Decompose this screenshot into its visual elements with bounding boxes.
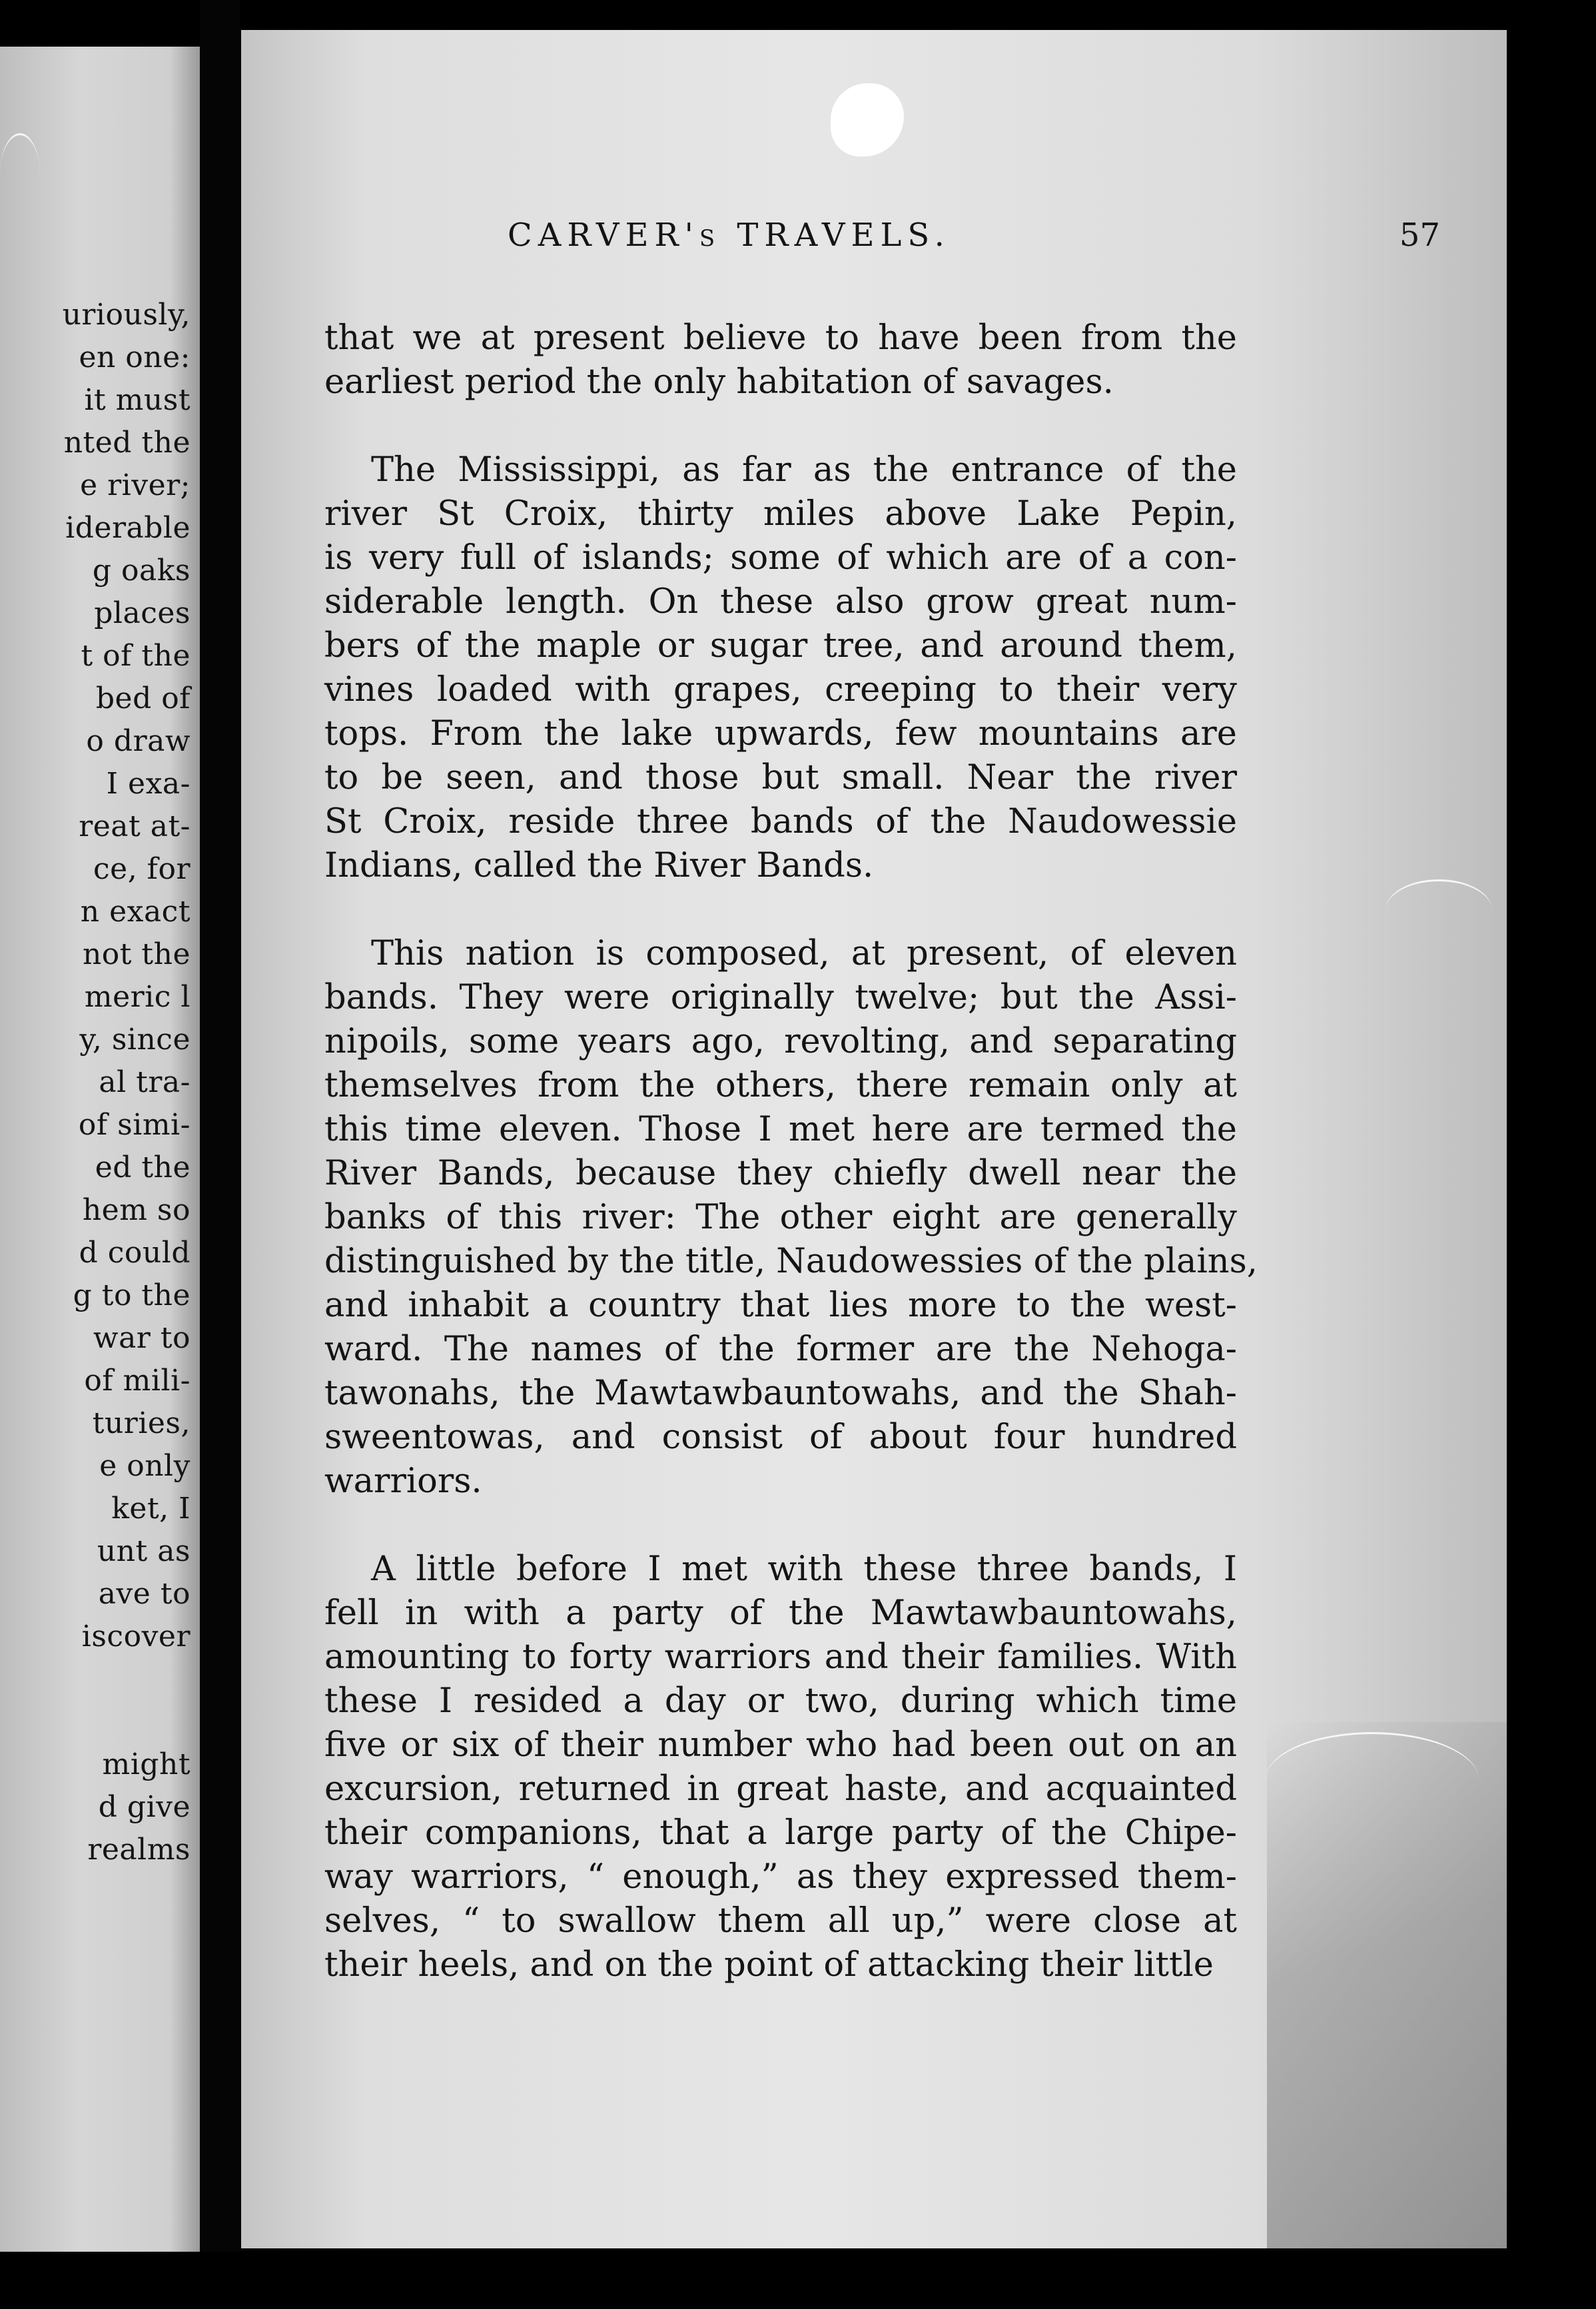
- text-line: and inhabit a country that lies more to the west-: [324, 1286, 1237, 1325]
- text-line: sweentowas, and consist of about four hundred: [324, 1418, 1237, 1457]
- paper-damage-spot: [831, 83, 904, 157]
- text-line: tops. From the lake upwards, few mountains are: [324, 714, 1237, 753]
- running-title: CARVER's TRAVELS.: [508, 217, 951, 254]
- text-line: siderable length. On these also grow great num-: [324, 582, 1237, 622]
- left-page-line-fragment: places: [94, 596, 191, 630]
- left-page-line-fragment: it must: [84, 383, 191, 417]
- text-line: Indians, called the River Bands.: [324, 846, 874, 885]
- left-page-line-fragment: en one:: [79, 340, 191, 374]
- left-page-line-fragment: I exa-: [106, 767, 191, 801]
- scan-border-right: [1507, 0, 1596, 2309]
- left-page-line-fragment: d could: [79, 1236, 191, 1270]
- text-line: vines loaded with grapes, creeping to their very: [324, 670, 1237, 709]
- text-line: fell in with a party of the Mawtawbauntowahs,: [324, 1594, 1237, 1633]
- left-page-line-fragment: o draw: [86, 724, 191, 758]
- paragraph: [324, 448, 1237, 888]
- text-line: way warriors, “ enough,” as they expressed them-: [324, 1857, 1237, 1897]
- left-page-line-fragment: realms: [87, 1833, 191, 1867]
- left-page-line-fragment: nted the: [63, 426, 191, 460]
- text-line: River Bands, because they chiefly dwell near the: [324, 1154, 1237, 1193]
- page-number: 57: [1399, 217, 1440, 254]
- running-head: [508, 217, 1440, 270]
- text-line: these I resided a day or two, during which time: [324, 1681, 1237, 1721]
- text-line: to be seen, and those but small. Near the river: [324, 758, 1237, 797]
- page-57: [241, 30, 1507, 2248]
- left-page-line-fragment: bed of: [95, 682, 191, 715]
- left-page-line-fragment: y, since: [79, 1023, 191, 1057]
- text-line: warriors.: [324, 1462, 482, 1501]
- left-page-line-fragment: t of the: [81, 639, 191, 673]
- left-page-line-fragment: ed the: [95, 1151, 191, 1184]
- left-page-line-fragment: ket, I: [111, 1492, 191, 1526]
- paragraph: [324, 316, 1237, 404]
- text-line: five or six of their number who had been out on an: [324, 1725, 1237, 1765]
- left-page-line-fragment: of simi-: [78, 1108, 191, 1142]
- left-page-line-fragment: iderable: [65, 511, 191, 545]
- text-line: A little before I met with these three bands, I: [371, 1550, 1237, 1589]
- text-line: nipoils, some years ago, revolting, and separating: [324, 1022, 1237, 1061]
- body-text: [324, 316, 1258, 2031]
- left-page-line-fragment: al tra-: [99, 1065, 191, 1099]
- left-page-line-fragment: n exact: [80, 895, 191, 929]
- text-line: amounting to forty warriors and their families. With: [324, 1637, 1237, 1677]
- left-page-line-fragment: g oaks: [92, 554, 191, 588]
- paragraph: [324, 1548, 1237, 1987]
- left-page-line-fragment: e river;: [80, 468, 191, 502]
- text-line: that we at present believe to have been from the: [324, 318, 1237, 358]
- text-line: banks of this river: The other eight are generally: [324, 1198, 1237, 1237]
- left-page-line-fragment: meric l: [84, 980, 191, 1014]
- left-page-line-fragment: of mili-: [84, 1364, 191, 1398]
- film-scratch: [0, 133, 40, 215]
- text-line: tawonahs, the Mawtawbauntowahs, and the Shah-: [324, 1374, 1237, 1413]
- text-line: river St Croix, thirty miles above Lake Pepin,: [324, 494, 1237, 534]
- text-line: This nation is composed, at present, of eleven: [371, 934, 1237, 973]
- left-page-line-fragment: d give: [98, 1790, 191, 1824]
- left-page-line-fragment: war to: [93, 1321, 191, 1355]
- text-line: earliest period the only habitation of savages.: [324, 362, 1114, 402]
- text-line: bers of the maple or sugar tree, and around them,: [324, 626, 1237, 666]
- scan-border-bottom: [0, 2252, 1596, 2309]
- book-gutter: [200, 0, 240, 2309]
- text-line: themselves from the others, there remain only at: [324, 1066, 1237, 1105]
- left-page-line-fragment: reat at-: [79, 809, 191, 843]
- text-line: their heels, and on the point of attacking their little: [324, 1945, 1214, 1985]
- text-line: bands. They were originally twelve; but the Assi-: [324, 978, 1237, 1017]
- text-line: distinguished by the title, Naudowessies of the plains,: [324, 1242, 1258, 1281]
- text-line: is very full of islands; some of which are of a con-: [324, 538, 1237, 578]
- left-page-line-fragment: might: [102, 1747, 191, 1781]
- left-page-line-fragment: unt as: [97, 1534, 191, 1568]
- left-page-line-fragment: hem so: [82, 1193, 191, 1227]
- left-page-line-fragment: ce, for: [93, 852, 191, 886]
- left-page-line-fragment: uriously,: [62, 298, 191, 332]
- left-page-line-fragment: turies,: [92, 1406, 191, 1440]
- text-line: their companions, that a large party of the Chipe-: [324, 1813, 1237, 1853]
- text-line: this time eleven. Those I met here are termed the: [324, 1110, 1237, 1149]
- film-scratch: [1386, 879, 1492, 941]
- left-page-line-fragment: iscover: [81, 1619, 191, 1653]
- text-line: St Croix, reside three bands of the Naudowessie: [324, 802, 1237, 841]
- left-page-line-fragment: ave to: [98, 1577, 191, 1611]
- paragraph: [324, 932, 1258, 1504]
- text-line: selves, “ to swallow them all up,” were close at: [324, 1901, 1237, 1941]
- film-scratch: [1266, 1732, 1479, 1827]
- left-facing-page: [0, 47, 200, 2252]
- text-line: ward. The names of the former are the Nehoga-: [324, 1330, 1237, 1369]
- left-page-line-fragment: not the: [82, 937, 191, 971]
- left-page-line-fragment: e only: [99, 1449, 191, 1483]
- left-page-line-fragment: g to the: [73, 1278, 191, 1312]
- text-line: excursion, returned in great haste, and acquainted: [324, 1769, 1237, 1809]
- text-line: The Mississippi, as far as the entrance of the: [371, 450, 1237, 490]
